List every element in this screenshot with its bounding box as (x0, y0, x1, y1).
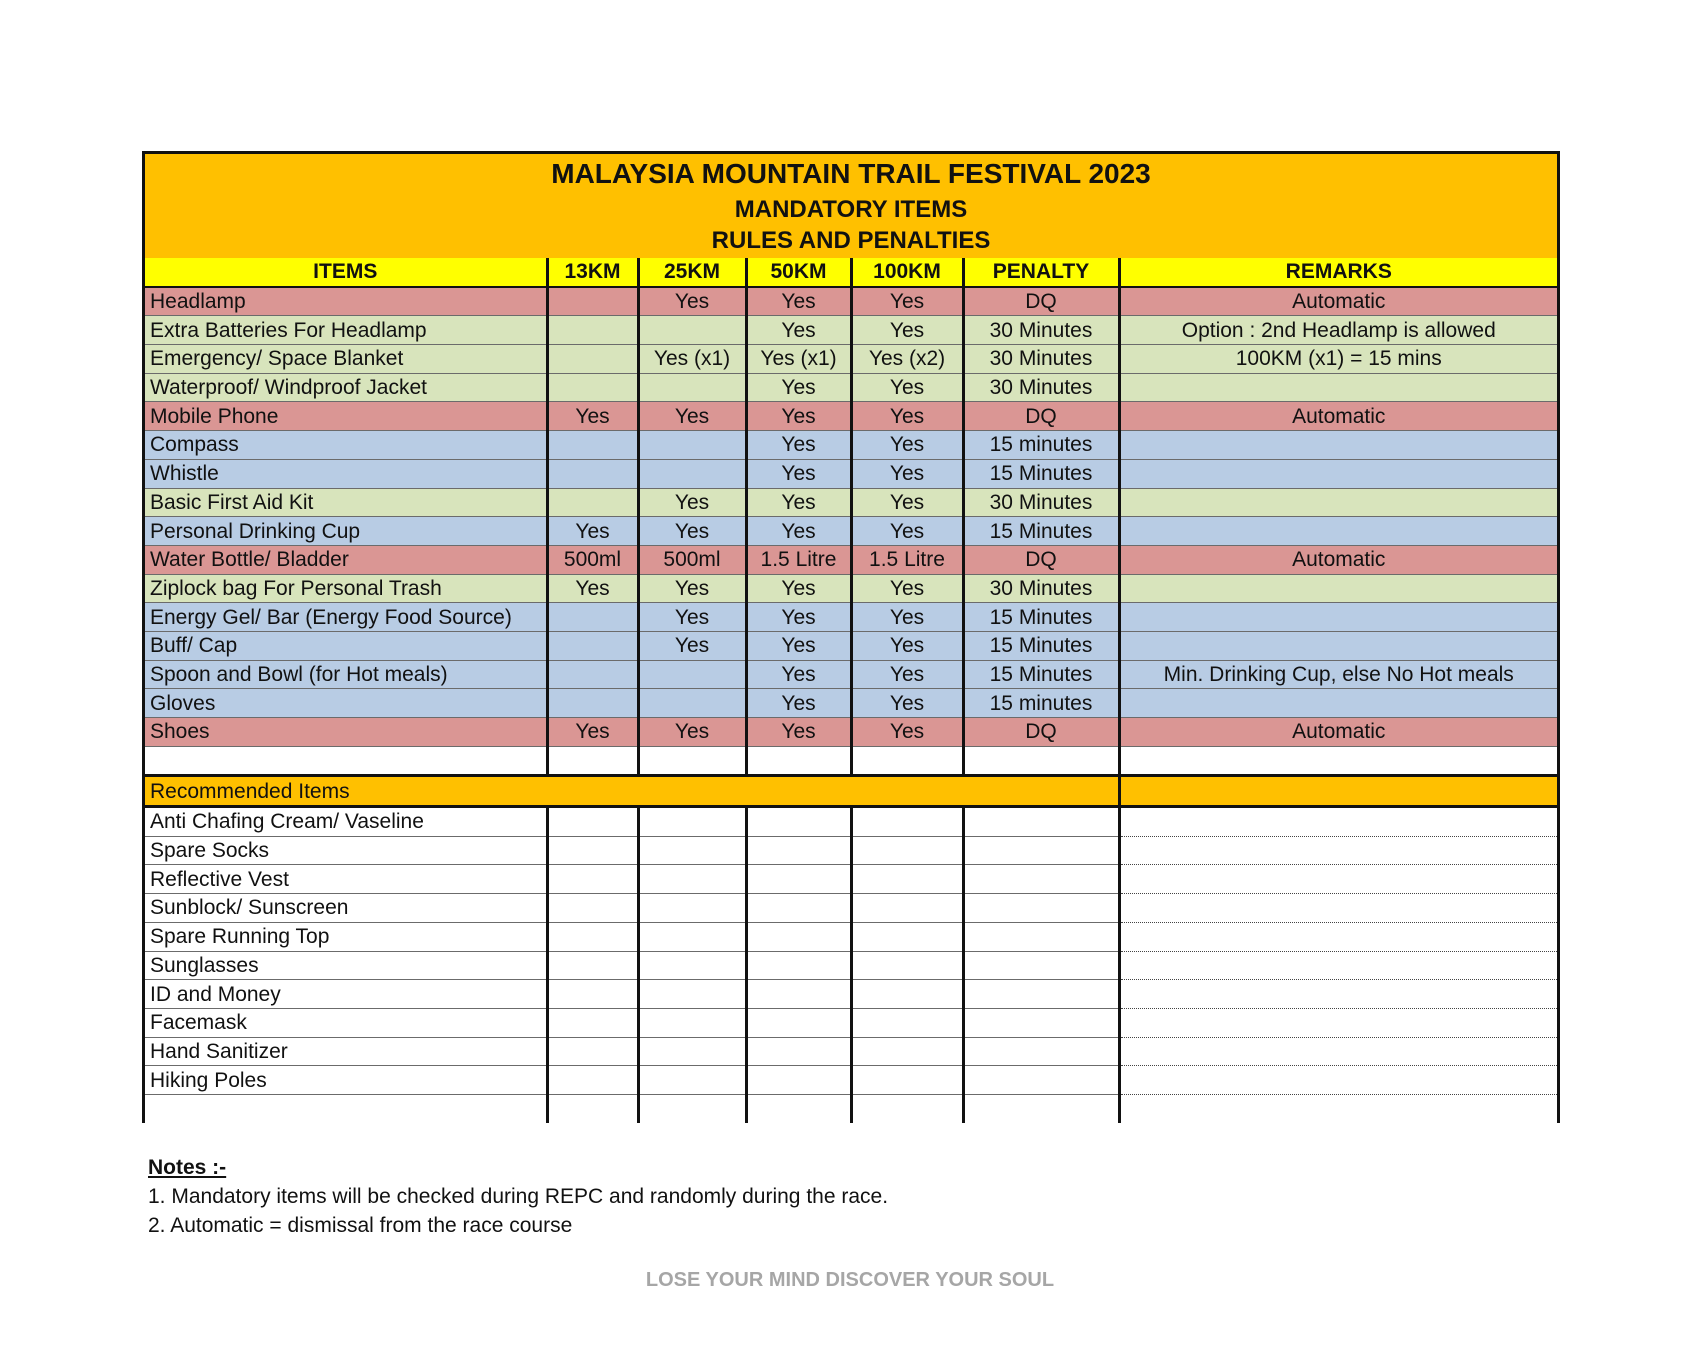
km100-cell: Yes (851, 402, 963, 431)
table-header-row (145, 258, 1557, 287)
header-50km: 50KM (746, 258, 851, 287)
empty-cell (547, 980, 638, 1009)
km100-cell: Yes (851, 431, 963, 460)
empty-cell (1119, 922, 1557, 951)
km50-cell: Yes (746, 574, 851, 603)
table-row (145, 287, 1557, 316)
empty-cell (963, 1066, 1119, 1095)
penalty-cell: 15 minutes (963, 689, 1119, 718)
page-subtitle: MANDATORY ITEMS (734, 196, 968, 223)
empty-cell (547, 951, 638, 980)
remarks-cell (1119, 631, 1557, 660)
empty-cell (638, 894, 746, 923)
empty-cell (638, 1094, 746, 1122)
header-items: ITEMS (145, 258, 547, 287)
km50-cell: Yes (x1) (746, 345, 851, 374)
empty-cell (746, 746, 851, 776)
km50-cell: Yes (746, 373, 851, 402)
km100-cell: Yes (851, 660, 963, 689)
empty-cell (746, 836, 851, 865)
item-cell: Waterproof/ Windproof Jacket (145, 373, 547, 402)
km100-cell: Yes (x2) (851, 345, 963, 374)
km13-cell (547, 631, 638, 660)
recommended-item-cell: Sunglasses (145, 951, 547, 980)
km13-cell (547, 660, 638, 689)
km100-cell: Yes (851, 316, 963, 345)
km25-cell: Yes (638, 718, 746, 747)
km100-cell: Yes (851, 287, 963, 316)
item-cell: Personal Drinking Cup (145, 517, 547, 546)
empty-cell (547, 865, 638, 894)
item-cell: Shoes (145, 718, 547, 747)
km13-cell (547, 345, 638, 374)
empty-cell (851, 1008, 963, 1037)
remarks-cell: Automatic (1119, 402, 1557, 431)
recommended-heading-row (145, 776, 1557, 807)
table-row (145, 316, 1557, 345)
item-cell: Buff/ Cap (145, 631, 547, 660)
penalty-cell: DQ (963, 545, 1119, 574)
km100-cell: Yes (851, 718, 963, 747)
empty-cell (547, 1094, 638, 1122)
table-row (145, 718, 1557, 747)
penalty-cell: DQ (963, 287, 1119, 316)
remarks-cell: Min. Drinking Cup, else No Hot meals (1119, 660, 1557, 689)
empty-cell (638, 746, 746, 776)
remarks-cell: Automatic (1119, 718, 1557, 747)
empty-cell (851, 746, 963, 776)
empty-cell (746, 922, 851, 951)
item-cell: Headlamp (145, 287, 547, 316)
empty-cell (1119, 951, 1557, 980)
table-row (145, 373, 1557, 402)
penalty-cell: DQ (963, 718, 1119, 747)
table-row (145, 660, 1557, 689)
table-row (145, 517, 1557, 546)
km25-cell (638, 373, 746, 402)
empty-cell (1119, 1094, 1557, 1122)
title-block (145, 154, 1557, 260)
empty-cell (851, 922, 963, 951)
recommended-row (145, 1066, 1557, 1095)
empty-cell (746, 951, 851, 980)
km25-cell (638, 660, 746, 689)
empty-cell (638, 1066, 746, 1095)
header-100km: 100KM (851, 258, 963, 287)
item-cell: Spoon and Bowl (for Hot meals) (145, 660, 547, 689)
recommended-row (145, 1008, 1557, 1037)
km25-cell (638, 316, 746, 345)
empty-cell (145, 1094, 547, 1122)
empty-cell (638, 807, 746, 837)
empty-cell (851, 807, 963, 837)
km25-cell: Yes (x1) (638, 345, 746, 374)
empty-cell (547, 1008, 638, 1037)
km100-cell: Yes (851, 373, 963, 402)
empty-cell (963, 746, 1119, 776)
empty-cell (638, 836, 746, 865)
recommended-row (145, 836, 1557, 865)
km50-cell: Yes (746, 459, 851, 488)
item-cell: Ziplock bag For Personal Trash (145, 574, 547, 603)
recommended-item-cell: Hiking Poles (145, 1066, 547, 1095)
km100-cell: Yes (851, 574, 963, 603)
page-subtitle-2: RULES AND PENALTIES (711, 227, 991, 254)
km50-cell: 1.5 Litre (746, 545, 851, 574)
table-row (145, 488, 1557, 517)
penalty-cell: 30 Minutes (963, 488, 1119, 517)
recommended-row (145, 865, 1557, 894)
empty-cell (963, 894, 1119, 923)
km13-cell: Yes (547, 718, 638, 747)
km100-cell: Yes (851, 488, 963, 517)
empty-cell (746, 865, 851, 894)
empty-cell (963, 980, 1119, 1009)
km50-cell: Yes (746, 603, 851, 632)
remarks-cell (1119, 488, 1557, 517)
table-row (145, 459, 1557, 488)
empty-cell (963, 1094, 1119, 1122)
table-row (145, 574, 1557, 603)
km25-cell: Yes (638, 517, 746, 546)
header-25km: 25KM (638, 258, 746, 287)
table-row (145, 603, 1557, 632)
km50-cell: Yes (746, 517, 851, 546)
km13-cell (547, 488, 638, 517)
penalty-cell: 15 Minutes (963, 631, 1119, 660)
empty-cell (746, 980, 851, 1009)
empty-cell (638, 865, 746, 894)
remarks-cell: Automatic (1119, 287, 1557, 316)
km50-cell: Yes (746, 402, 851, 431)
penalty-cell: DQ (963, 402, 1119, 431)
empty-cell (145, 746, 547, 776)
km50-cell: Yes (746, 660, 851, 689)
item-cell: Extra Batteries For Headlamp (145, 316, 547, 345)
recommended-item-cell: Hand Sanitizer (145, 1037, 547, 1066)
remarks-cell (1119, 517, 1557, 546)
empty-cell (1119, 836, 1557, 865)
recommended-row (145, 1037, 1557, 1066)
km25-cell: Yes (638, 402, 746, 431)
km13-cell (547, 603, 638, 632)
empty-cell (851, 1094, 963, 1122)
remarks-cell (1119, 431, 1557, 460)
empty-cell (851, 894, 963, 923)
page-title: MALAYSIA MOUNTAIN TRAIL FESTIVAL 2023 (551, 158, 1151, 189)
penalty-cell: 30 Minutes (963, 574, 1119, 603)
penalty-cell: 15 Minutes (963, 660, 1119, 689)
recommended-item-cell: Anti Chafing Cream/ Vaseline (145, 807, 547, 837)
recommended-item-cell: Facemask (145, 1008, 547, 1037)
km13-cell: 500ml (547, 545, 638, 574)
note-line: 1. Mandatory items will be checked during REPC and randomly during the race. (148, 1185, 889, 1208)
empty-cell (963, 922, 1119, 951)
penalty-cell: 15 Minutes (963, 517, 1119, 546)
km100-cell: 1.5 Litre (851, 545, 963, 574)
recommended-row (145, 951, 1557, 980)
km13-cell: Yes (547, 517, 638, 546)
recommended-row (145, 894, 1557, 923)
empty-cell (851, 1066, 963, 1095)
km50-cell: Yes (746, 631, 851, 660)
empty-cell (851, 980, 963, 1009)
km25-cell: Yes (638, 287, 746, 316)
table-row (145, 345, 1557, 374)
empty-cell (851, 836, 963, 865)
item-cell: Whistle (145, 459, 547, 488)
item-cell: Energy Gel/ Bar (Energy Food Source) (145, 603, 547, 632)
empty-cell (547, 894, 638, 923)
empty-cell (547, 922, 638, 951)
km50-cell: Yes (746, 488, 851, 517)
item-cell: Water Bottle/ Bladder (145, 545, 547, 574)
table-row (145, 431, 1557, 460)
recommended-item-cell: ID and Money (145, 980, 547, 1009)
spacer-row (145, 1094, 1557, 1122)
km25-cell: Yes (638, 631, 746, 660)
remarks-cell (1119, 373, 1557, 402)
empty-cell (547, 1037, 638, 1066)
table-row (145, 689, 1557, 718)
km100-cell: Yes (851, 631, 963, 660)
remarks-cell: Option : 2nd Headlamp is allowed (1119, 316, 1557, 345)
empty-cell (1119, 1037, 1557, 1066)
notes-heading: Notes :- (148, 1156, 227, 1179)
empty-cell (547, 836, 638, 865)
recommended-heading: Recommended Items (145, 776, 1119, 807)
empty-cell (746, 1094, 851, 1122)
km25-cell: Yes (638, 603, 746, 632)
penalty-cell: 15 Minutes (963, 603, 1119, 632)
empty-cell (547, 807, 638, 837)
recommended-row (145, 980, 1557, 1009)
item-cell: Mobile Phone (145, 402, 547, 431)
empty-cell (746, 807, 851, 837)
penalty-cell: 30 Minutes (963, 345, 1119, 374)
km13-cell (547, 459, 638, 488)
empty-cell (547, 1066, 638, 1095)
empty-cell (638, 980, 746, 1009)
empty-cell (638, 951, 746, 980)
empty-cell (1119, 1008, 1557, 1037)
km13-cell (547, 431, 638, 460)
remarks-cell (1119, 574, 1557, 603)
empty-cell (963, 836, 1119, 865)
remarks-cell (1119, 689, 1557, 718)
item-cell: Compass (145, 431, 547, 460)
km50-cell: Yes (746, 431, 851, 460)
km50-cell: Yes (746, 689, 851, 718)
mandatory-items-table (145, 258, 1557, 1123)
km100-cell: Yes (851, 517, 963, 546)
km25-cell (638, 459, 746, 488)
empty-cell (746, 1008, 851, 1037)
km13-cell (547, 316, 638, 345)
empty-cell (963, 865, 1119, 894)
empty-cell (851, 951, 963, 980)
recommended-item-cell: Reflective Vest (145, 865, 547, 894)
recommended-item-cell: Spare Socks (145, 836, 547, 865)
empty-cell (638, 922, 746, 951)
empty-cell (1119, 865, 1557, 894)
empty-cell (963, 1037, 1119, 1066)
item-cell: Gloves (145, 689, 547, 718)
recommended-item-cell: Spare Running Top (145, 922, 547, 951)
km50-cell: Yes (746, 316, 851, 345)
km13-cell (547, 689, 638, 718)
empty-cell (746, 1066, 851, 1095)
km100-cell: Yes (851, 459, 963, 488)
rules-sheet (142, 151, 1560, 1123)
header-penalty: PENALTY (963, 258, 1119, 287)
empty-cell (1119, 980, 1557, 1009)
km25-cell: 500ml (638, 545, 746, 574)
km13-cell (547, 373, 638, 402)
item-cell: Emergency/ Space Blanket (145, 345, 547, 374)
km100-cell: Yes (851, 689, 963, 718)
recommended-row (145, 922, 1557, 951)
km13-cell (547, 287, 638, 316)
km50-cell: Yes (746, 287, 851, 316)
item-cell: Basic First Aid Kit (145, 488, 547, 517)
empty-cell (1119, 746, 1557, 776)
remarks-cell (1119, 459, 1557, 488)
empty-cell (746, 894, 851, 923)
km25-cell (638, 431, 746, 460)
empty-cell (851, 1037, 963, 1066)
penalty-cell: 15 minutes (963, 431, 1119, 460)
empty-cell (1119, 1066, 1557, 1095)
km13-cell: Yes (547, 574, 638, 603)
empty-cell (851, 865, 963, 894)
empty-cell (1119, 894, 1557, 923)
table-row (145, 545, 1557, 574)
km100-cell: Yes (851, 603, 963, 632)
tagline: LOSE YOUR MIND DISCOVER YOUR SOUL (645, 1269, 1055, 1291)
table-row (145, 402, 1557, 431)
empty-cell (547, 746, 638, 776)
recommended-item-cell: Sunblock/ Sunscreen (145, 894, 547, 923)
empty-cell (1119, 776, 1557, 807)
km25-cell: Yes (638, 574, 746, 603)
header-remarks: REMARKS (1119, 258, 1557, 287)
km25-cell (638, 689, 746, 718)
penalty-cell: 15 Minutes (963, 459, 1119, 488)
km25-cell: Yes (638, 488, 746, 517)
penalty-cell: 30 Minutes (963, 316, 1119, 345)
empty-cell (1119, 807, 1557, 837)
remarks-cell: 100KM (x1) = 15 mins (1119, 345, 1557, 374)
table-row (145, 631, 1557, 660)
km50-cell: Yes (746, 718, 851, 747)
empty-cell (746, 1037, 851, 1066)
empty-cell (963, 807, 1119, 837)
header-13km: 13KM (547, 258, 638, 287)
remarks-cell: Automatic (1119, 545, 1557, 574)
empty-cell (638, 1008, 746, 1037)
remarks-cell (1119, 603, 1557, 632)
recommended-row (145, 807, 1557, 837)
empty-cell (963, 1008, 1119, 1037)
km13-cell: Yes (547, 402, 638, 431)
empty-cell (963, 951, 1119, 980)
empty-cell (638, 1037, 746, 1066)
penalty-cell: 30 Minutes (963, 373, 1119, 402)
spacer-row (145, 746, 1557, 776)
notes (148, 1153, 888, 1240)
note-line: 2. Automatic = dismissal from the race course (148, 1214, 573, 1237)
